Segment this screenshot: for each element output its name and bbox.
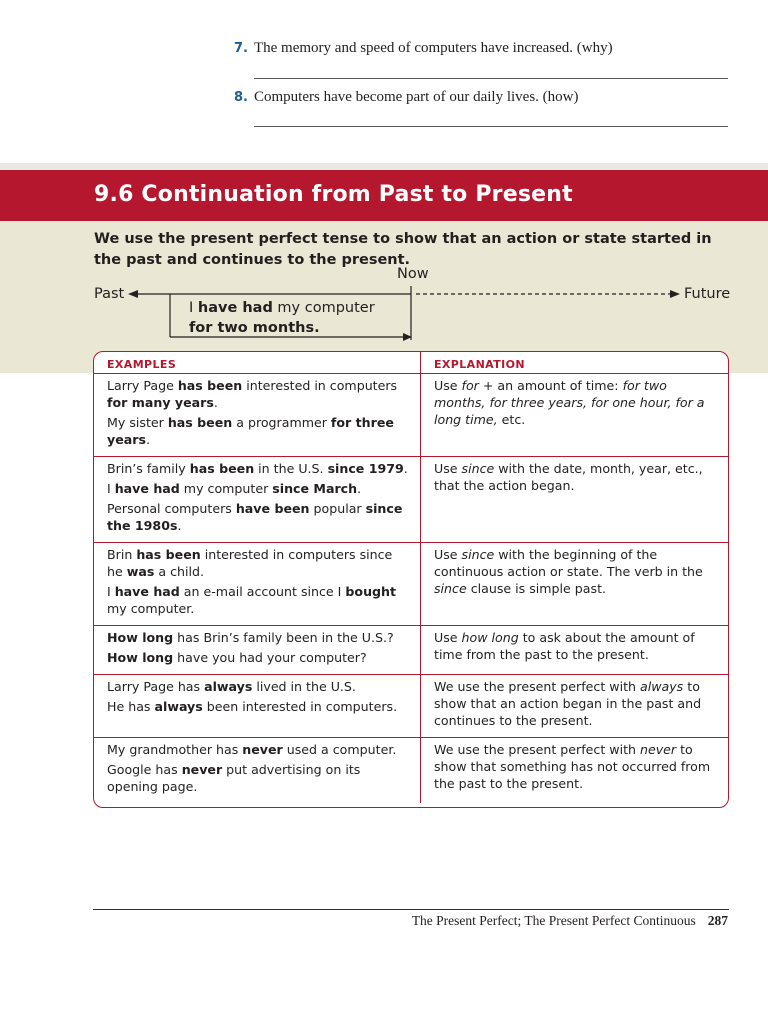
italic-text: never (640, 742, 677, 757)
text-run: Use (434, 547, 462, 562)
text-run: I (107, 481, 115, 496)
explanation-cell (421, 738, 729, 804)
text-run: in the U.S. (254, 461, 328, 476)
bold-text: has been (189, 461, 255, 476)
bold-text: since 1979 (327, 461, 404, 476)
text-run: been interested in computers. (202, 699, 398, 714)
bold-text: have been (235, 501, 310, 516)
explanation-text (434, 629, 720, 663)
italic-text: how long (461, 630, 519, 645)
text-run: have you had your computer? (173, 650, 367, 665)
text-run: I (189, 300, 198, 316)
table-row (94, 738, 728, 804)
example-sentence (107, 480, 412, 497)
example-sentence (107, 583, 412, 617)
example-sentence (107, 741, 412, 758)
text-run: Brin (107, 547, 137, 562)
timeline-now-label: Now (397, 266, 429, 282)
text-run: I (107, 584, 115, 599)
italic-text: always (640, 679, 684, 694)
explanation-cell (421, 457, 729, 543)
text-run: my computer (272, 300, 375, 316)
timeline-past-label: Past (94, 286, 125, 302)
text-run: My sister (107, 415, 168, 430)
text-run: interested in computers (242, 378, 398, 393)
bold-text: since March (272, 481, 358, 496)
text-run: clause is simple past. (466, 581, 607, 596)
text-run: Brin’s family (107, 461, 190, 476)
timeline-sentence-line (189, 318, 375, 338)
bold-text: have had (114, 481, 180, 496)
table-row (94, 374, 728, 457)
bold-text: never (181, 762, 223, 777)
text-run: . (177, 518, 182, 533)
example-sentence (107, 414, 412, 448)
bold-text: has been (136, 547, 201, 562)
examples-cell (94, 457, 421, 543)
text-run: a programmer (232, 415, 331, 430)
text-run: He has (107, 699, 155, 714)
page-number: 287 (707, 913, 728, 928)
example-sentence (107, 460, 412, 477)
text-run: to show that an action began in the past and continues to the present. (434, 679, 702, 728)
explanation-text (434, 546, 720, 597)
text-run: put advertising on its opening page. (107, 762, 361, 794)
text-run: used a computer. (282, 742, 397, 757)
table-row (94, 543, 728, 626)
italic-text: since (461, 461, 495, 476)
footer-rule (93, 909, 729, 910)
text-run: We use the present perfect with (434, 742, 640, 757)
timeline-sentence-line (189, 298, 375, 318)
text-run: with the beginning of the continuous action or state. The verb in the (434, 547, 703, 579)
examples-table (93, 351, 729, 808)
explanation-text (434, 741, 720, 792)
italic-text: since (461, 547, 495, 562)
bold-text: was (126, 564, 155, 579)
text-run: my computer. (107, 601, 195, 616)
text-run: lived in the U.S. (252, 679, 356, 694)
section-intro: We use the present perfect tense to show that an action or state started in the past and continues to the present. (94, 231, 712, 268)
bold-text: have had (197, 300, 273, 316)
bold-text: has been (177, 378, 243, 393)
bold-text: bought (345, 584, 397, 599)
bold-text: has been (167, 415, 233, 430)
text-run: Use (434, 378, 462, 393)
bold-text: always (204, 679, 253, 694)
explanation-text (434, 460, 720, 494)
bold-text: never (242, 742, 283, 757)
timeline-future-arrow (670, 290, 680, 298)
example-sentence (107, 761, 412, 795)
explanation-cell (421, 543, 729, 626)
bold-text: since the 1980s (107, 501, 403, 533)
examples-cell (94, 675, 421, 738)
section-title: 9.6 Continuation from Past to Present (94, 182, 573, 207)
text-run: . (357, 481, 362, 496)
italic-text: for two months, for three years, for one hour, for a long time, (434, 378, 705, 427)
text-run: etc. (497, 412, 526, 427)
examples-cell (94, 738, 421, 804)
example-sentence (107, 500, 412, 534)
example-sentence (107, 698, 412, 715)
text-run: an e-mail account since I (179, 584, 346, 599)
timeline-sentence (189, 298, 375, 338)
bold-text: for two months. (189, 320, 320, 336)
text-run: to show that something has not occurred from the past to the present. (434, 742, 711, 791)
explanation-text (434, 377, 720, 428)
explanation-cell (421, 626, 729, 675)
example-sentence (107, 546, 412, 580)
example-sentence (107, 678, 412, 695)
explanation-text (434, 678, 720, 729)
timeline-diagram (0, 0, 768, 373)
text-run: Use (434, 461, 462, 476)
text-run: . (145, 432, 150, 447)
text-run: a child. (154, 564, 204, 579)
bold-text: have had (114, 584, 180, 599)
example-sentence (107, 377, 412, 411)
table-row (94, 626, 728, 675)
text-run: interested in computers since he (107, 547, 393, 579)
text-run: Google has (107, 762, 182, 777)
examples-cell (94, 626, 421, 675)
text-run: Larry Page has (107, 679, 205, 694)
text-run: Use (434, 630, 462, 645)
bold-text: for three years (107, 415, 394, 447)
running-title: The Present Perfect; The Present Perfect Continuous (411, 913, 696, 928)
text-run: to ask about the amount of time from the past to the present. (434, 630, 695, 662)
examples-cell (94, 543, 421, 626)
text-run: Personal computers (107, 501, 236, 516)
text-run: Larry Page (107, 378, 178, 393)
example-sentence (107, 649, 412, 666)
text-run: . (403, 461, 408, 476)
italic-text: since (434, 581, 467, 596)
table-row (94, 675, 728, 738)
explanation-cell (421, 374, 729, 457)
text-run: has Brin’s family been in the U.S.? (173, 630, 394, 645)
text-run: . (213, 395, 218, 410)
timeline-future-label: Future (684, 286, 731, 302)
timeline-past-arrow (128, 290, 138, 298)
examples-header: EXAMPLES (94, 352, 421, 374)
table-row (94, 457, 728, 543)
exercise-number: 7. (234, 41, 248, 56)
examples-cell (94, 374, 421, 457)
text-run: My grandmother has (107, 742, 243, 757)
exercise-text: The memory and speed of computers have increased. (why) (253, 40, 613, 56)
page-footer (412, 913, 728, 929)
text-run: We use the present perfect with (434, 679, 640, 694)
exercise-number: 8. (234, 90, 248, 105)
explanation-cell (421, 675, 729, 738)
bold-text: always (154, 699, 203, 714)
example-sentence (107, 629, 412, 646)
text-run: + an amount of time: (478, 378, 623, 393)
explanation-header: EXPLANATION (421, 352, 729, 374)
bold-text: How long (107, 650, 174, 665)
text-run: popular (309, 501, 366, 516)
italic-text: for (461, 378, 479, 393)
text-run: my computer (179, 481, 273, 496)
exercise-text: Computers have become part of our daily lives. (how) (253, 89, 579, 105)
text-run: with the date, month, year, etc., that the action began. (434, 461, 703, 493)
bold-text: for many years (107, 395, 214, 410)
bold-text: How long (107, 630, 174, 645)
